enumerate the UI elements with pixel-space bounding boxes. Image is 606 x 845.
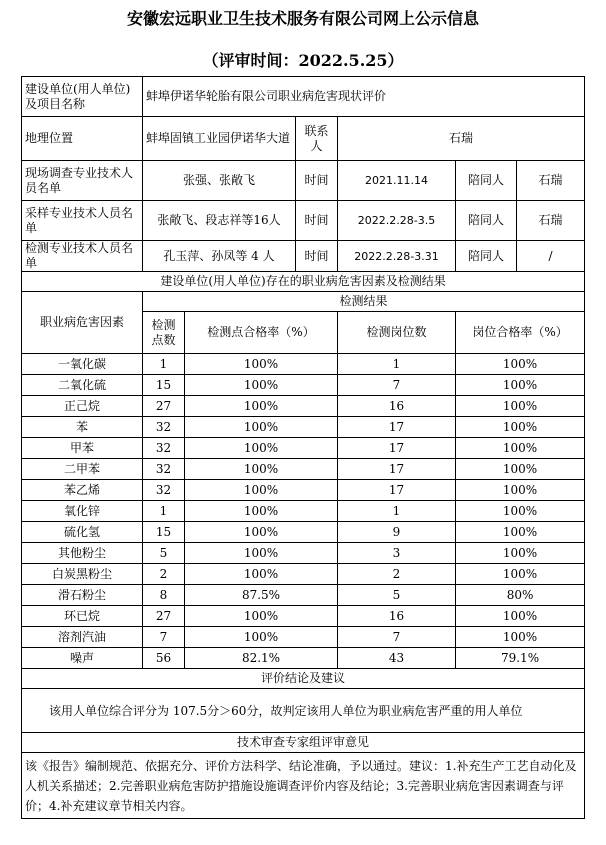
posts-cell: 16 — [338, 606, 456, 627]
points-cell: 1 — [143, 354, 185, 375]
factor-cell: 硫化氢 — [22, 522, 143, 543]
points-cell: 2 — [143, 564, 185, 585]
factor-cell: 溶剂汽油 — [22, 627, 143, 648]
unit-value: 蚌埠伊诺华轮胎有限公司职业病危害现状评价 — [143, 77, 585, 117]
posts-cell: 17 — [338, 480, 456, 501]
conclusion-text: 该用人单位综合评分为 107.5分＞60分，故判定该用人单位为职业病危害严重的用人单位 — [22, 689, 585, 733]
col-posts-header: 检测岗位数 — [338, 312, 456, 354]
factor-cell: 氧化锌 — [22, 501, 143, 522]
factor-cell: 其他粉尘 — [22, 543, 143, 564]
post-rate-cell: 100% — [456, 501, 585, 522]
points-cell: 15 — [143, 522, 185, 543]
sampling-value: 张敞飞、段志祥等16人 — [143, 201, 296, 241]
point-rate-cell: 100% — [185, 501, 338, 522]
points-cell: 8 — [143, 585, 185, 606]
point-rate-cell: 100% — [185, 480, 338, 501]
factor-header: 职业病危害因素 — [22, 292, 143, 354]
result-rows — [22, 354, 585, 669]
table-row — [22, 480, 585, 501]
point-rate-cell: 87.5% — [185, 585, 338, 606]
table-row — [22, 417, 585, 438]
posts-cell: 3 — [338, 543, 456, 564]
factor-cell: 一氧化碳 — [22, 354, 143, 375]
sampling-companion-label: 陪同人 — [456, 201, 517, 241]
points-cell: 1 — [143, 501, 185, 522]
testing-time-label: 时间 — [296, 241, 338, 272]
point-rate-cell: 100% — [185, 627, 338, 648]
point-rate-cell: 100% — [185, 564, 338, 585]
points-cell: 15 — [143, 375, 185, 396]
factor-cell: 二甲苯 — [22, 459, 143, 480]
col-post-rate-header: 岗位合格率（%） — [456, 312, 585, 354]
factor-cell: 苯乙烯 — [22, 480, 143, 501]
factor-cell: 噪声 — [22, 648, 143, 669]
table-row — [22, 375, 585, 396]
post-rate-cell: 100% — [456, 480, 585, 501]
post-rate-cell: 100% — [456, 543, 585, 564]
point-rate-cell: 100% — [185, 354, 338, 375]
points-cell: 32 — [143, 417, 185, 438]
point-rate-cell: 100% — [185, 522, 338, 543]
review-date: （评审时间：2022.5.25） — [202, 51, 404, 70]
page-title: 安徽宏远职业卫生技术服务有限公司网上公示信息 — [126, 9, 479, 28]
factor-cell: 苯 — [22, 417, 143, 438]
sampling-label: 采样专业技术人员名单 — [22, 201, 143, 241]
posts-cell: 1 — [338, 354, 456, 375]
col-point-rate-header: 检测点合格率（%） — [185, 312, 338, 354]
testing-time: 2022.2.28-3.31 — [338, 241, 456, 272]
location-label: 地理位置 — [22, 117, 143, 161]
points-cell: 56 — [143, 648, 185, 669]
point-rate-cell: 100% — [185, 438, 338, 459]
table-row — [22, 648, 585, 669]
points-cell: 32 — [143, 438, 185, 459]
posts-cell: 9 — [338, 522, 456, 543]
result-header: 检测结果 — [143, 292, 585, 312]
post-rate-cell: 100% — [456, 417, 585, 438]
col-points-header: 检测点数 — [143, 312, 185, 354]
table-row — [22, 564, 585, 585]
points-cell: 32 — [143, 480, 185, 501]
post-rate-cell: 79.1% — [456, 648, 585, 669]
survey-companion-label: 陪同人 — [456, 161, 517, 201]
contact-label: 联系人 — [296, 117, 338, 161]
review-title: 技术审查专家组评审意见 — [22, 733, 585, 753]
table-row — [22, 627, 585, 648]
factor-cell: 环已烷 — [22, 606, 143, 627]
post-rate-cell: 100% — [456, 375, 585, 396]
post-rate-cell: 100% — [456, 396, 585, 417]
survey-time: 2021.11.14 — [338, 161, 456, 201]
factor-cell: 正己烷 — [22, 396, 143, 417]
conclusion-title: 评价结论及建议 — [22, 669, 585, 689]
posts-cell: 1 — [338, 501, 456, 522]
testing-label: 检测专业技术人员名单 — [22, 241, 143, 272]
point-rate-cell: 100% — [185, 396, 338, 417]
post-rate-cell: 100% — [456, 627, 585, 648]
post-rate-cell: 100% — [456, 564, 585, 585]
point-rate-cell: 100% — [185, 375, 338, 396]
factor-cell: 白炭黑粉尘 — [22, 564, 143, 585]
table-row — [22, 606, 585, 627]
posts-cell: 17 — [338, 438, 456, 459]
survey-companion: 石瑞 — [517, 161, 585, 201]
disclosure-table — [21, 76, 585, 819]
sampling-time-label: 时间 — [296, 201, 338, 241]
survey-value: 张强、张敞飞 — [143, 161, 296, 201]
posts-cell: 2 — [338, 564, 456, 585]
factor-cell: 甲苯 — [22, 438, 143, 459]
table-row — [22, 585, 585, 606]
table-row — [22, 354, 585, 375]
posts-cell: 5 — [338, 585, 456, 606]
post-rate-cell: 100% — [456, 438, 585, 459]
sampling-companion: 石瑞 — [517, 201, 585, 241]
posts-cell: 7 — [338, 627, 456, 648]
posts-cell: 17 — [338, 417, 456, 438]
post-rate-cell: 80% — [456, 585, 585, 606]
point-rate-cell: 100% — [185, 543, 338, 564]
posts-cell: 7 — [338, 375, 456, 396]
testing-companion-label: 陪同人 — [456, 241, 517, 272]
post-rate-cell: 100% — [456, 459, 585, 480]
testing-value: 孔玉萍、孙凤等 4 人 — [143, 241, 296, 272]
table-row — [22, 543, 585, 564]
factor-cell: 二氧化硫 — [22, 375, 143, 396]
table-row — [22, 438, 585, 459]
table-row — [22, 459, 585, 480]
points-cell: 27 — [143, 606, 185, 627]
survey-time-label: 时间 — [296, 161, 338, 201]
point-rate-cell: 100% — [185, 417, 338, 438]
review-text: 该《报告》编制规范、依据充分、评价方法科学、结论准确，予以通过。建议：1.补充生产工艺自动化及人机关系描述；2.完善职业病危害防护措施设施调查评价内容及结论；3.完善职业病危害因素调查与评价；4.补充建议章节相关内容。 — [22, 753, 585, 819]
post-rate-cell: 100% — [456, 522, 585, 543]
table-row — [22, 501, 585, 522]
posts-cell: 17 — [338, 459, 456, 480]
table-row — [22, 522, 585, 543]
sampling-time: 2022.2.28-3.5 — [338, 201, 456, 241]
points-cell: 32 — [143, 459, 185, 480]
unit-label: 建设单位(用人单位)及项目名称 — [22, 77, 143, 117]
points-cell: 27 — [143, 396, 185, 417]
location-value: 蚌埠固镇工业园伊诺华大道 — [143, 117, 296, 161]
factor-cell: 滑石粉尘 — [22, 585, 143, 606]
points-cell: 5 — [143, 543, 185, 564]
point-rate-cell: 100% — [185, 459, 338, 480]
post-rate-cell: 100% — [456, 606, 585, 627]
results-section-title: 建设单位(用人单位)存在的职业病危害因素及检测结果 — [22, 272, 585, 292]
testing-companion: / — [517, 241, 585, 272]
table-row — [22, 396, 585, 417]
contact-value: 石瑞 — [338, 117, 585, 161]
points-cell: 7 — [143, 627, 185, 648]
posts-cell: 43 — [338, 648, 456, 669]
posts-cell: 16 — [338, 396, 456, 417]
post-rate-cell: 100% — [456, 354, 585, 375]
point-rate-cell: 82.1% — [185, 648, 338, 669]
point-rate-cell: 100% — [185, 606, 338, 627]
survey-label: 现场调查专业技术人员名单 — [22, 161, 143, 201]
